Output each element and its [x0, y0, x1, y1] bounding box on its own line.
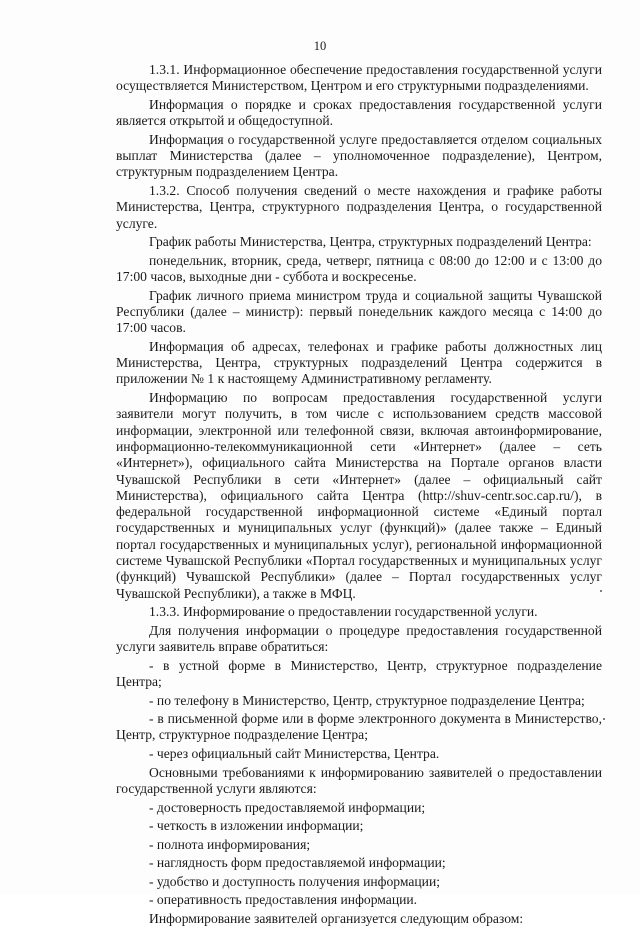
list-item-visibility: - наглядность форм предоставляемой информации;	[149, 855, 446, 871]
list-item-clarity: - четкость в изложении информации;	[149, 818, 364, 834]
paragraph-1-3-2: 1.3.2. Способ получения сведений о месте нахождения и графике работы Министерства, Центра, структурного подразделения Центра, о государственной услуге.	[116, 182, 602, 231]
list-item-promptness: - оперативность предоставления информации.	[149, 892, 418, 908]
paragraph-schedule-days: понедельник, вторник, среда, четверг, пятница с 08:00 до 12:00 и с 13:00 до 17:00 часов, выходные дни - суббота и воскресенье.	[116, 252, 602, 285]
paragraph-1-3-3: 1.3.3. Информирование о предоставлении государственной услуги.	[149, 604, 538, 620]
paragraph-openness: Информация о порядке и сроках предоставления государственной услуги является открытой и общедоступной.	[116, 96, 602, 129]
document-body	[116, 62, 602, 930]
scan-artifact	[600, 590, 602, 592]
paragraph-addresses: Информация об адресах, телефонах и графике работы должностных лиц Министерства, Центра, структурных подразделений Центра содержится в приложении № 1 к настоящему Административному регламенту.	[116, 338, 602, 387]
list-item-reliability: - достоверность предоставляемой информации;	[149, 799, 426, 815]
paragraph-info-source: Информация о государственной услуге предоставляется отделом социальных выплат Министерства (далее – уполномоченное подразделение), Центром, структурным подразделением Центра.	[116, 131, 602, 180]
list-item-website: - через официальный сайт Министерства, Центра.	[149, 746, 440, 762]
scan-artifact	[603, 718, 605, 720]
list-item-written: - в письменной форме или в форме электронного документа в Министерство, Центр, структурное подразделение Центра;	[116, 711, 602, 743]
paragraph-request-methods: Для получения информации о процедуре предоставления государственной услуги заявитель вправе обратиться:	[116, 622, 602, 655]
page-number: 10	[313, 39, 327, 53]
paragraph-info-channels: Информацию по вопросам предоставления государственной услуги заявители могут получить, в том числе с использованием средств массовой информации, электронной или телефонной связи, включая автоинформирование, информационно-телекоммуникационной сети «Интернет» (далее – сеть «Интернет»), официального сайта Министерства на Портале органов власти Чувашской Республики в сети «Интернет» (далее – официальный сайт Министерства), официального сайта Центра (http://shuv-centr.soc.cap.ru/), в федеральной государственной информационной системе «Единый портал государственных и муниципальных услуг (функций)» (далее также – Единый портал государственных и муниципальных услуг), региональной информационной системе Чувашской Республики «Портал государственных и муниципальных услуг (функций) Чувашской Республики» (далее – Портал государственных услуг Чувашской Республики), а также в МФЦ.	[116, 390, 602, 601]
paragraph-minister-reception: График личного приема министром труда и социальной защиты Чувашской Республики (далее – министр): первый понедельник каждого месяца с 14:00 до 17:00 часов.	[116, 287, 602, 336]
list-item-convenience: - удобство и доступность получения информации;	[149, 873, 440, 889]
paragraph-schedule-heading: График работы Министерства, Центра, структурных подразделений Центра:	[149, 234, 592, 250]
paragraph-requirements: Основными требованиями к информированию заявителей о предоставлении государственной услуги являются:	[116, 764, 602, 796]
list-item-oral: - в устной форме в Министерство, Центр, структурное подразделение Центра;	[116, 657, 602, 689]
paragraph-1-3-1: 1.3.1. Информационное обеспечение предоставления государственной услуги осуществляется Министерством, Центром и его структурными подразделениями.	[116, 62, 602, 94]
paragraph-organization: Информирование заявителей организуется следующим образом:	[149, 911, 524, 927]
list-item-completeness: - полнота информирования;	[149, 836, 311, 852]
list-item-phone: - по телефону в Министерство, Центр, структурное подразделение Центра;	[149, 692, 585, 708]
